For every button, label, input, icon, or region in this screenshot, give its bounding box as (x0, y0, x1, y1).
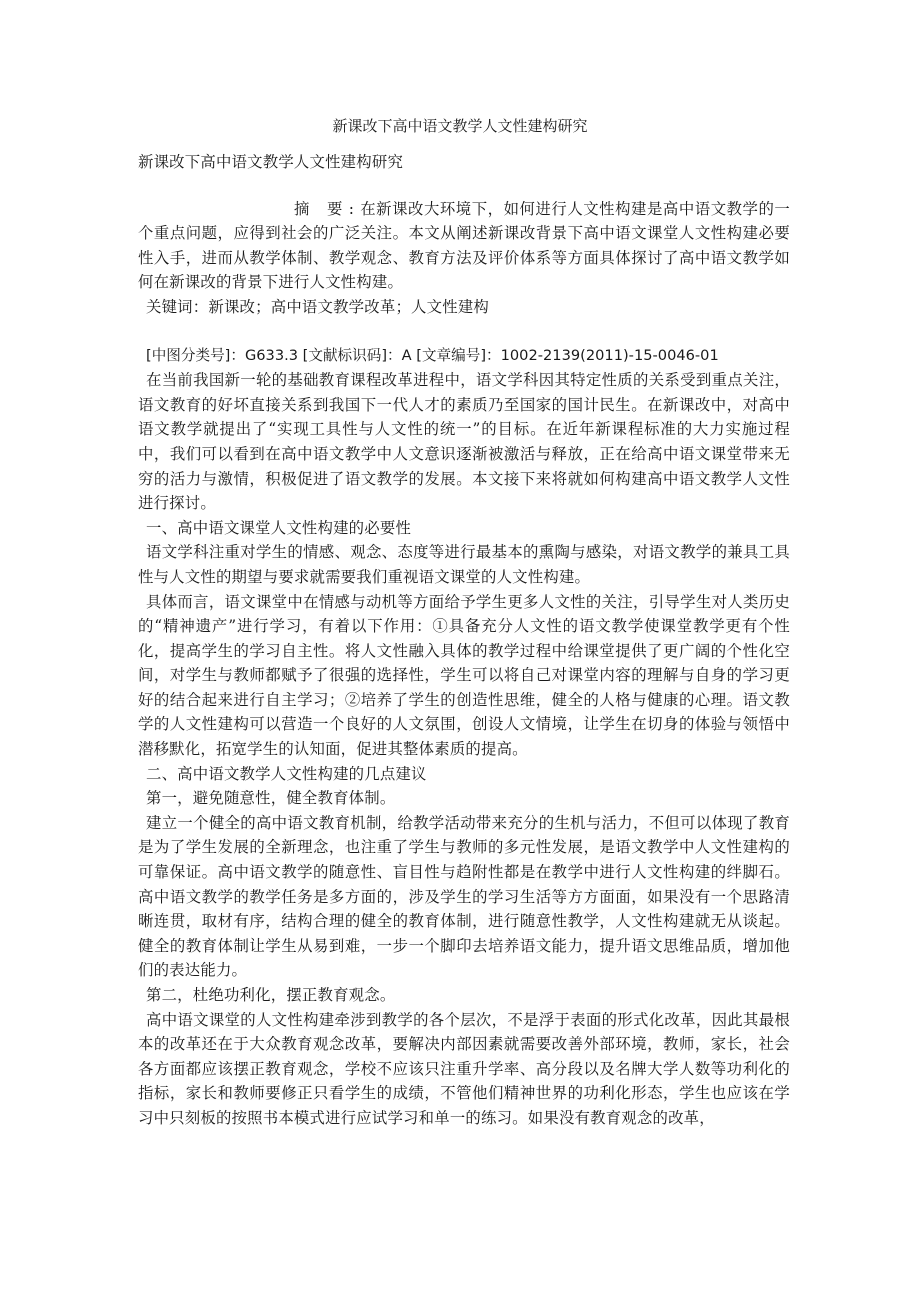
paragraph: 语文学科注重对学生的情感、观念、态度等进行最基本的熏陶与感染，对语文教学的兼具工具性与人文性的期望与要求就需要我们重视语文课堂的人文性构建。 (138, 543, 790, 586)
document-body (138, 150, 790, 1131)
abstract-label: 摘 要: (294, 199, 360, 218)
paragraph: 建立一个健全的高中语文教育机制，给教学活动带来充分的生机与活力，不但可以体现了教育是为了学生发展的全新理念，也注重了学生与教师的多元性发展，是语文教学中人文性建构的可靠保证。高中语文教学的随意性、盲目性与趋附性都是在教学中进行人文性构建的绊脚石。高中语文教学的教学任务是多方面的，涉及学生的学习生活等方方面面，如果没有一个思路清晰连贯，取材有序，结构合理的健全的教育体制，进行随意性教学，人文性构建就无从谈起。健全的教育体制让学生从易到难，一步一个脚印去培养语文能力，提升语文思维品质，增加他们的表达能力。 (138, 813, 790, 980)
paragraph: 具体而言，语文课堂中在情感与动机等方面给予学生更多人文性的关注，引导学生对人类历史的“精神遗产”进行学习，有着以下作用：①具备充分人文性的语文教学使课堂教学更有个性化，提高学生的学习自主性。将人文性融入具体的教学过程中给课堂提供了更广阔的个性化空间，对学生与教师都赋予了很强的选择性，学生可以将自己对课堂内容的理解与自身的学习更好的结合起来进行自主学习；②培养了学生的创造性思维，健全的人格与健康的心理。语文教学的人文性建构可以营造一个良好的人文氛围，创设人文情境，让学生在切身的体验与领悟中潜移默化，拓宽学生的认知面，促进其整体素质的提高。 (138, 592, 790, 759)
paragraph-intro: 在当前我国新一轮的基础教育课程改革进程中，语文学科因其特定性质的关系受到重点关注，语文教育的好坏直接关系到我国下一代人才的素质乃至国家的国计民生。在新课改中，对高中语文教学就提出了“实现工具性与人文性的统一”的目标。在近年新课程标准的大力实施过程中，我们可以看到在高中语文教学中人文意识逐渐被激活与释放，正在给高中语文课堂带来无穷的活力与激情，积极促进了语文教学的发展。本文接下来将就如何构建高中语文教学人文性进行探讨。 (138, 371, 790, 513)
document-subtitle: 新课改下高中语文教学人文性建构研究 (138, 153, 404, 171)
document-title: 新课改下高中语文教学人文性建构研究 (332, 117, 588, 135)
abstract-text: 在新课改大环境下，如何进行人文性构建是高中语文教学的一个重点问题，应得到社会的广泛关注。本文从阐述新课改背景下高中语文课堂人文性构建必要性入手，进而从教学体制、教学观念、教育方法及评价体系等方面具体探讨了高中语文教学如何在新课改的背景下进行人文性构建。 (138, 199, 791, 292)
abstract (138, 197, 790, 295)
subheading-second: 第二，杜绝功利化，摆正教育观念。 (146, 986, 396, 1004)
keywords: 关键词：新课改；高中语文教学改革；人文性建构 (146, 297, 489, 316)
subheading-first: 第一，避免随意性，健全教育体制。 (146, 789, 396, 808)
paragraph: 高中语文课堂的人文性构建牵涉到教学的各个层次，不是浮于表面的形式化改革，因此其最根本的改革还在于大众教育观念改革，要解决内部因素就需要改善外部环境，教师，家长，社会各方面都应该摆正教育观念，学校不应该只注重升学率、高分段以及名牌大学人数等功利化的指标，家长和教师要修正只看学生的成绩，不管他们精神世界的功利化形态，学生也应该在学习中只刻板的按照书本模式进行应试学习和单一的练习。如果没有教育观念的改革， (138, 1010, 790, 1127)
classification-line: [中图分类号]：G633.3 [文献标识码]：A [文章编号]：1002-2139(2011)-15-0046-01 (146, 346, 719, 364)
section-heading-1: 一、高中语文课堂人文性构建的必要性 (146, 518, 412, 537)
section-heading-2: 二、高中语文教学人文性构建的几点建议 (146, 764, 427, 783)
